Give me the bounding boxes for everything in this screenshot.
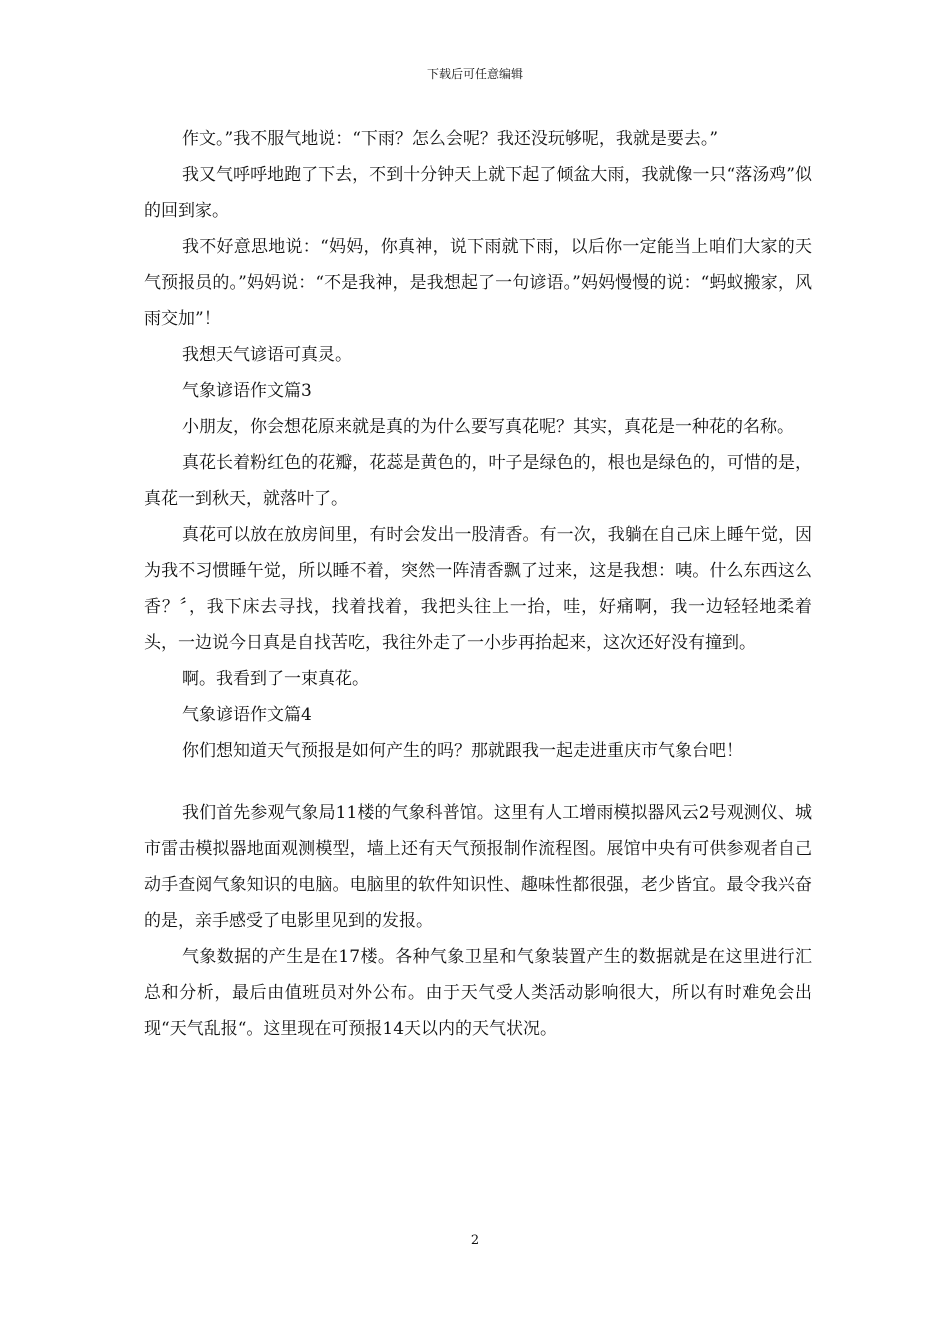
section-heading: 气象谚语作文篇3 [182, 381, 312, 401]
paragraph: 小朋友，你会想花原来就是真的为什么要写真花呢？其实，真花是一种花的名称。 [182, 417, 794, 437]
section-heading: 气象谚语作文篇4 [182, 705, 312, 725]
paragraph: 我想天气谚语可真灵。 [182, 345, 352, 365]
page-number: 2 [470, 1233, 480, 1248]
paragraph: 我们首先参观气象局11楼的气象科普馆。这里有人工增雨模拟器风云2号观测仪、城市雷击模拟器地面观测模型，墙上还有天气预报制作流程图。展馆中央有可供参观者自己动手查阅气象知识的电脑。电脑里的软件知识性、趣味性都很强，老少皆宜。最令我兴奋的是，亲手感受了电影里见到的发报。 [144, 803, 812, 931]
paragraph: 气象数据的产生是在17楼。各种气象卫星和气象装置产生的数据就是在这里进行汇总和分析，最后由值班员对外公布。由于天气受人类活动影响很大，所以有时难免会出现“天气乱报“。这里现在可预报14天以内的天气状况。 [144, 947, 812, 1039]
paragraph: 啊。我看到了一束真花。 [182, 669, 369, 689]
paragraph: 我不好意思地说：“妈妈，你真神，说下雨就下雨，以后你一定能当上咱们大家的天气预报员的。”妈妈说：“不是我神，是我想起了一句谚语。”妈妈慢慢的说：“蚂蚁搬家，风雨交加”！ [144, 237, 812, 329]
page-header: 下载后可任意编辑 [426, 67, 523, 81]
blank-line [144, 769, 812, 795]
document-body [144, 121, 812, 1047]
paragraph: 你们想知道天气预报是如何产生的吗？那就跟我一起走进重庆市气象台吧！ [182, 741, 743, 761]
paragraph: 作文。”我不服气地说：“下雨？怎么会呢？我还没玩够呢，我就是要去。” [182, 129, 719, 149]
paragraph: 真花长着粉红色的花瓣，花蕊是黄色的，叶子是绿色的，根也是绿色的，可惜的是，真花一到秋天，就落叶了。 [144, 453, 812, 509]
paragraph: 真花可以放在放房间里，有时会发出一股清香。有一次，我躺在自己床上睡午觉，因为我不习惯睡午觉，所以睡不着，突然一阵清香飘了过来，这是我想：咦。什么东西这么香？〞，我下床去寻找，找着找着，我把头往上一抬，哇，好痛啊，我一边轻轻地柔着头，一边说今日真是自找苦吃，我往外走了一小步再抬起来，这次还好没有撞到。 [144, 525, 812, 653]
paragraph: 我又气呼呼地跑了下去，不到十分钟天上就下起了倾盆大雨，我就像一只“落汤鸡”似的回到家。 [144, 165, 812, 221]
